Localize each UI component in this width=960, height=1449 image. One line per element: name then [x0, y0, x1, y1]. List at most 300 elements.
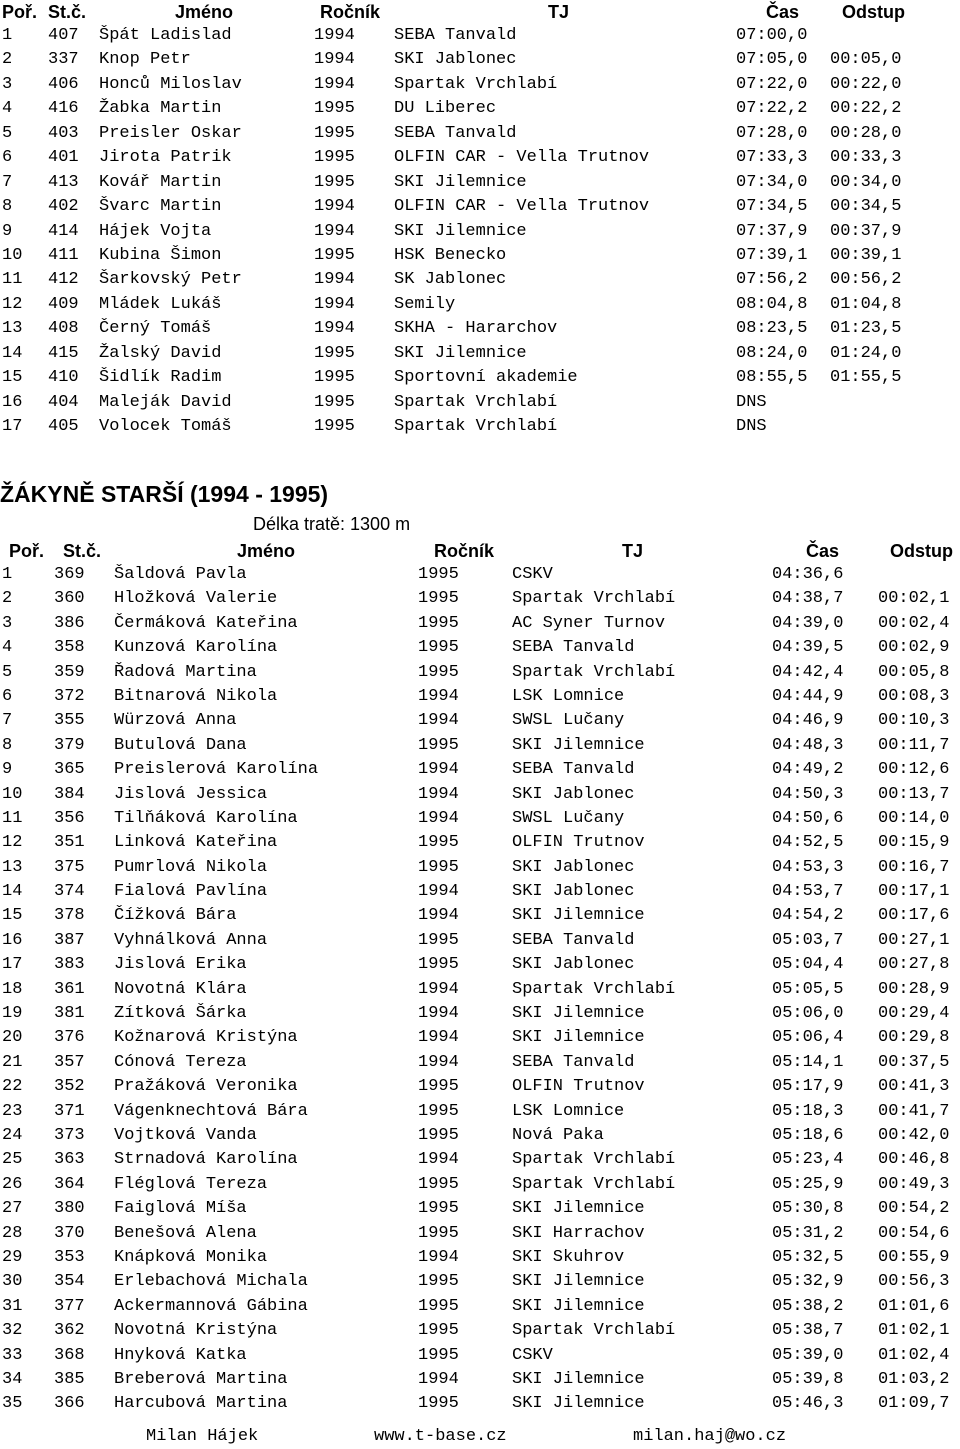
cell-time: 05:18,6 — [772, 1125, 844, 1145]
cell-bib: 375 — [54, 857, 85, 877]
header-rank: Poř. — [9, 541, 45, 561]
cell-club: OLFIN CAR - Vella Trutnov — [394, 148, 650, 168]
cell-year: 1995 — [418, 1199, 459, 1219]
table-row — [0, 1197, 960, 1221]
cell-rank: 2 — [2, 589, 13, 609]
cell-name: Šidlík Radim — [99, 368, 222, 388]
table-row — [0, 415, 960, 439]
cell-name: Kožnarová Kristýna — [114, 1028, 298, 1048]
cell-bib: 360 — [54, 589, 85, 609]
table-row — [0, 1344, 960, 1368]
cell-club: SKI Jilemnice — [512, 1199, 645, 1219]
cell-gap: 00:02,4 — [878, 613, 950, 633]
cell-club: Spartak Vrchlabí — [394, 392, 558, 412]
cell-year: 1994 — [314, 294, 355, 314]
cell-club: SKI Jilemnice — [512, 1004, 645, 1024]
table-row — [0, 1392, 960, 1416]
cell-year: 1995 — [314, 245, 355, 265]
cell-name: Řadová Martina — [114, 662, 257, 682]
table-header — [0, 0, 960, 24]
cell-gap: 00:42,0 — [878, 1125, 950, 1145]
cell-gap: 00:08,3 — [878, 686, 950, 706]
cell-time: 04:42,4 — [772, 662, 844, 682]
cell-club: HSK Benecko — [394, 245, 507, 265]
cell-club: SEBA Tanvald — [512, 1052, 635, 1072]
cell-name: Benešová Alena — [114, 1223, 257, 1243]
cell-name: Špát Ladislad — [99, 26, 232, 45]
cell-rank: 5 — [2, 123, 13, 143]
cell-bib: 406 — [48, 74, 79, 94]
header-bib: St.č. — [63, 541, 102, 561]
cell-club: OLFIN CAR - Vella Trutnov — [394, 197, 650, 217]
cell-bib: 404 — [48, 392, 79, 412]
table-row — [0, 1368, 960, 1392]
cell-rank: 34 — [2, 1369, 23, 1389]
cell-name: Vojtková Vanda — [114, 1125, 257, 1145]
cell-year: 1994 — [418, 979, 459, 999]
table-body — [0, 24, 960, 439]
cell-bib: 386 — [54, 613, 85, 633]
table-row — [0, 612, 960, 636]
cell-rank: 22 — [2, 1077, 23, 1097]
cell-time: 05:17,9 — [772, 1077, 844, 1097]
cell-bib: 376 — [54, 1028, 85, 1048]
cell-time: 05:39,0 — [772, 1345, 844, 1365]
cell-time: 05:38,7 — [772, 1321, 844, 1341]
cell-gap: 00:05,0 — [830, 50, 902, 70]
header-bib: St.č. — [48, 2, 87, 22]
cell-bib: 377 — [54, 1296, 85, 1316]
cell-name: Novotná Kristýna — [114, 1321, 278, 1341]
cell-year: 1995 — [418, 833, 459, 853]
cell-time: 04:36,6 — [772, 565, 844, 584]
cell-club: CSKV — [512, 565, 553, 584]
cell-club: Spartak Vrchlabí — [512, 662, 676, 682]
cell-bib: 415 — [48, 343, 79, 363]
table-row — [0, 195, 960, 219]
cell-time: 04:54,2 — [772, 906, 844, 926]
cell-gap: 01:23,5 — [830, 319, 902, 339]
cell-name: Bitnarová Nikola — [114, 686, 278, 706]
cell-year: 1995 — [314, 417, 355, 436]
cell-club: Spartak Vrchlabí — [394, 417, 558, 436]
table-row — [0, 122, 960, 146]
cell-gap: 00:37,5 — [878, 1052, 950, 1072]
table-row — [0, 831, 960, 855]
cell-rank: 23 — [2, 1101, 23, 1121]
cell-bib: 403 — [48, 123, 79, 143]
table-row — [0, 953, 960, 977]
cell-name: Fialová Pavlína — [114, 882, 268, 902]
cell-bib: 371 — [54, 1101, 85, 1121]
cell-name: Žabka Martin — [99, 99, 222, 119]
cell-rank: 7 — [2, 711, 13, 731]
table-row — [0, 171, 960, 195]
cell-club: Spartak Vrchlabí — [512, 1150, 676, 1170]
cell-rank: 21 — [2, 1052, 23, 1072]
cell-year: 1995 — [314, 123, 355, 143]
cell-bib: 355 — [54, 711, 85, 731]
cell-club: SKI Skuhrov — [512, 1247, 625, 1267]
cell-year: 1994 — [418, 1028, 459, 1048]
cell-name: Jislová Erika — [114, 955, 247, 975]
cell-bib: 368 — [54, 1345, 85, 1365]
cell-name: Kubina Šimon — [99, 245, 222, 265]
header-gap: Odstup — [890, 541, 953, 561]
cell-club: Sportovní akademie — [394, 368, 578, 388]
cell-club: SEBA Tanvald — [512, 638, 635, 658]
cell-rank: 27 — [2, 1199, 23, 1219]
cell-bib: 410 — [48, 368, 79, 388]
cell-rank: 1 — [2, 26, 13, 45]
cell-bib: 351 — [54, 833, 85, 853]
cell-club: Spartak Vrchlabí — [394, 74, 558, 94]
cell-gap: 00:37,9 — [830, 221, 902, 241]
cell-rank: 17 — [2, 955, 23, 975]
cell-gap: 01:02,1 — [878, 1321, 950, 1341]
cell-year: 1995 — [418, 662, 459, 682]
cell-name: Volocek Tomáš — [99, 417, 232, 436]
header-time: Čas — [806, 541, 840, 561]
cell-time: 04:39,0 — [772, 613, 844, 633]
cell-rank: 9 — [2, 760, 13, 780]
cell-year: 1994 — [418, 1004, 459, 1024]
table-row — [0, 391, 960, 415]
cell-year: 1995 — [418, 1125, 459, 1145]
table-row — [0, 758, 960, 782]
cell-gap: 00:39,1 — [830, 245, 902, 265]
cell-name: Strnadová Karolína — [114, 1150, 298, 1170]
cell-bib: 373 — [54, 1125, 85, 1145]
table-row — [0, 1222, 960, 1246]
cell-club: Spartak Vrchlabí — [512, 979, 676, 999]
cell-rank: 18 — [2, 979, 23, 999]
cell-rank: 10 — [2, 784, 23, 804]
cell-rank: 4 — [2, 638, 13, 658]
cell-gap: 00:16,7 — [878, 857, 950, 877]
cell-year: 1995 — [418, 613, 459, 633]
cell-gap: 00:10,3 — [878, 711, 950, 731]
cell-name: Honců Miloslav — [99, 74, 242, 94]
cell-gap: 00:34,5 — [830, 197, 902, 217]
cell-gap: 00:11,7 — [878, 735, 950, 755]
cell-club: SKHA - Hararchov — [394, 319, 558, 339]
cell-bib: 353 — [54, 1247, 85, 1267]
cell-name: Mládek Lukáš — [99, 294, 222, 314]
cell-rank: 13 — [2, 857, 23, 877]
cell-year: 1995 — [418, 638, 459, 658]
cell-time: 05:25,9 — [772, 1174, 844, 1194]
cell-time: 07:00,0 — [736, 26, 808, 45]
cell-year: 1995 — [418, 1321, 459, 1341]
cell-name: Hájek Vojta — [99, 221, 212, 241]
cell-name: Preislerová Karolína — [114, 760, 319, 780]
cell-bib: 364 — [54, 1174, 85, 1194]
cell-rank: 3 — [2, 74, 13, 94]
table-row — [0, 587, 960, 611]
cell-club: Semily — [394, 294, 456, 314]
table-row — [0, 880, 960, 904]
cell-time: 08:24,0 — [736, 343, 808, 363]
header-name: Jméno — [175, 2, 234, 22]
cell-bib: 409 — [48, 294, 79, 314]
cell-gap: 00:41,7 — [878, 1101, 950, 1121]
cell-gap: 00:27,8 — [878, 955, 950, 975]
header-gap: Odstup — [842, 2, 905, 22]
cell-time: 05:38,2 — [772, 1296, 844, 1316]
cell-year: 1995 — [314, 392, 355, 412]
results-table-boys — [0, 0, 960, 439]
cell-gap: 00:17,1 — [878, 882, 950, 902]
cell-rank: 3 — [2, 613, 13, 633]
table-row — [0, 636, 960, 660]
cell-rank: 24 — [2, 1125, 23, 1145]
cell-year: 1994 — [418, 1247, 459, 1267]
cell-rank: 32 — [2, 1321, 23, 1341]
cell-year: 1995 — [314, 99, 355, 119]
cell-year: 1994 — [314, 26, 355, 45]
cell-time: 05:46,3 — [772, 1394, 844, 1414]
cell-club: Spartak Vrchlabí — [512, 589, 676, 609]
table-row — [0, 1173, 960, 1197]
cell-bib: 358 — [54, 638, 85, 658]
cell-time: 07:33,3 — [736, 148, 808, 168]
cell-bib: 365 — [54, 760, 85, 780]
cell-bib: 352 — [54, 1077, 85, 1097]
cell-gap: 00:29,8 — [878, 1028, 950, 1048]
cell-gap: 00:14,0 — [878, 808, 950, 828]
cell-year: 1995 — [418, 1272, 459, 1292]
cell-rank: 33 — [2, 1345, 23, 1365]
cell-name: Tilňáková Karolína — [114, 808, 298, 828]
cell-club: SEBA Tanvald — [512, 760, 635, 780]
cell-gap: 01:03,2 — [878, 1369, 950, 1389]
cell-club: SKI Jilemnice — [394, 221, 527, 241]
cell-rank: 11 — [2, 270, 23, 290]
table-row — [0, 929, 960, 953]
cell-year: 1994 — [418, 711, 459, 731]
cell-time: 04:49,2 — [772, 760, 844, 780]
cell-name: Cónová Tereza — [114, 1052, 247, 1072]
cell-bib: 366 — [54, 1394, 85, 1414]
cell-name: Zítková Šárka — [114, 1004, 247, 1024]
cell-gap: 01:55,5 — [830, 368, 902, 388]
cell-name: Maleják David — [99, 392, 232, 412]
table-row — [0, 1270, 960, 1294]
table-row — [0, 1319, 960, 1343]
cell-name: Žalský David — [99, 343, 222, 363]
cell-year: 1995 — [418, 735, 459, 755]
cell-name: Jislová Jessica — [114, 784, 268, 804]
cell-time: 05:39,8 — [772, 1369, 844, 1389]
cell-name: Breberová Martina — [114, 1369, 288, 1389]
cell-rank: 7 — [2, 172, 13, 192]
cell-rank: 31 — [2, 1296, 23, 1316]
cell-name: Hložková Valerie — [114, 589, 278, 609]
cell-gap: 01:01,6 — [878, 1296, 950, 1316]
cell-bib: 413 — [48, 172, 79, 192]
cell-bib: 405 — [48, 417, 79, 436]
cell-gap: 00:12,6 — [878, 760, 950, 780]
cell-bib: 357 — [54, 1052, 85, 1072]
cell-club: SKI Jilemnice — [512, 1369, 645, 1389]
cell-name: Šaldová Pavla — [114, 565, 247, 584]
cell-gap: 00:28,9 — [878, 979, 950, 999]
cell-name: Harcubová Martina — [114, 1394, 288, 1414]
cell-bib: 359 — [54, 662, 85, 682]
cell-gap: 00:34,0 — [830, 172, 902, 192]
cell-rank: 14 — [2, 343, 23, 363]
table-row — [0, 1148, 960, 1172]
cell-bib: 362 — [54, 1321, 85, 1341]
cell-time: 04:53,7 — [772, 882, 844, 902]
cell-rank: 15 — [2, 906, 23, 926]
cell-name: Vágenknechtová Bára — [114, 1101, 308, 1121]
table-row — [0, 685, 960, 709]
cell-time: 07:56,2 — [736, 270, 808, 290]
cell-gap: 00:02,1 — [878, 589, 950, 609]
cell-gap: 00:54,6 — [878, 1223, 950, 1243]
cell-time: 07:22,2 — [736, 99, 808, 119]
footer-author: Milan Hájek — [146, 1427, 259, 1446]
cell-gap: 00:13,7 — [878, 784, 950, 804]
cell-club: SKI Jablonec — [394, 50, 517, 70]
cell-rank: 8 — [2, 735, 13, 755]
cell-rank: 5 — [2, 662, 13, 682]
table-row — [0, 1002, 960, 1026]
cell-year: 1995 — [418, 955, 459, 975]
cell-bib: 374 — [54, 882, 85, 902]
cell-time: DNS — [736, 392, 767, 412]
cell-name: Pumrlová Nikola — [114, 857, 268, 877]
cell-gap: 00:46,8 — [878, 1150, 950, 1170]
cell-club: CSKV — [512, 1345, 553, 1365]
cell-bib: 414 — [48, 221, 79, 241]
cell-year: 1994 — [418, 882, 459, 902]
cell-year: 1995 — [418, 565, 459, 584]
cell-bib: 412 — [48, 270, 79, 290]
cell-bib: 380 — [54, 1199, 85, 1219]
cell-name: Erlebachová Michala — [114, 1272, 308, 1292]
cell-time: 05:32,5 — [772, 1247, 844, 1267]
cell-year: 1994 — [418, 906, 459, 926]
cell-club: LSK Lomnice — [512, 686, 625, 706]
cell-bib: 370 — [54, 1223, 85, 1243]
cell-rank: 8 — [2, 197, 13, 217]
cell-gap: 00:22,0 — [830, 74, 902, 94]
cell-name: Šarkovský Petr — [99, 270, 242, 290]
cell-time: 05:06,0 — [772, 1004, 844, 1024]
cell-club: OLFIN Trutnov — [512, 833, 645, 853]
cell-name: Linková Kateřina — [114, 833, 278, 853]
cell-club: LSK Lomnice — [512, 1101, 625, 1121]
results-table-girls — [0, 539, 960, 1417]
header-club: TJ — [548, 2, 570, 22]
table-row — [0, 856, 960, 880]
table-row — [0, 709, 960, 733]
cell-name: Jirota Patrik — [99, 148, 232, 168]
cell-club: SK Jablonec — [394, 270, 507, 290]
cell-time: 04:46,9 — [772, 711, 844, 731]
cell-rank: 12 — [2, 833, 23, 853]
cell-gap: 01:24,0 — [830, 343, 902, 363]
cell-club: SKI Jablonec — [512, 857, 635, 877]
cell-gap: 00:49,3 — [878, 1174, 950, 1194]
table-row — [0, 734, 960, 758]
cell-year: 1994 — [418, 1052, 459, 1072]
cell-rank: 10 — [2, 245, 23, 265]
cell-year: 1994 — [418, 686, 459, 706]
cell-bib: 401 — [48, 148, 79, 168]
cell-name: Butulová Dana — [114, 735, 247, 755]
cell-time: DNS — [736, 417, 767, 436]
cell-time: 05:05,5 — [772, 979, 844, 999]
header-rank: Poř. — [2, 2, 38, 22]
cell-year: 1995 — [418, 1345, 459, 1365]
cell-gap: 00:17,6 — [878, 906, 950, 926]
cell-time: 05:31,2 — [772, 1223, 844, 1243]
cell-year: 1994 — [418, 784, 459, 804]
cell-bib: 363 — [54, 1150, 85, 1170]
cell-year: 1995 — [418, 1223, 459, 1243]
cell-bib: 354 — [54, 1272, 85, 1292]
cell-year: 1995 — [418, 1174, 459, 1194]
table-row — [0, 1246, 960, 1270]
cell-gap: 01:09,7 — [878, 1394, 950, 1414]
cell-gap: 00:29,4 — [878, 1004, 950, 1024]
cell-name: Knop Petr — [99, 50, 191, 70]
cell-time: 04:50,6 — [772, 808, 844, 828]
cell-time: 05:23,4 — [772, 1150, 844, 1170]
cell-time: 05:06,4 — [772, 1028, 844, 1048]
cell-year: 1994 — [418, 1150, 459, 1170]
cell-club: SEBA Tanvald — [394, 123, 517, 143]
cell-time: 07:05,0 — [736, 50, 808, 70]
cell-bib: 372 — [54, 686, 85, 706]
cell-club: Nová Paka — [512, 1125, 604, 1145]
cell-time: 04:44,9 — [772, 686, 844, 706]
cell-bib: 381 — [54, 1004, 85, 1024]
table-row — [0, 342, 960, 366]
cell-club: SKI Jilemnice — [512, 1394, 645, 1414]
cell-rank: 29 — [2, 1247, 23, 1267]
cell-bib: 356 — [54, 808, 85, 828]
table-row — [0, 1075, 960, 1099]
cell-club: SKI Jilemnice — [512, 1272, 645, 1292]
cell-bib: 384 — [54, 784, 85, 804]
footer — [0, 1427, 960, 1449]
cell-rank: 11 — [2, 808, 23, 828]
cell-gap: 00:15,9 — [878, 833, 950, 853]
cell-club: SEBA Tanvald — [394, 26, 517, 45]
cell-name: Pražáková Veronika — [114, 1077, 298, 1097]
cell-gap: 01:04,8 — [830, 294, 902, 314]
cell-rank: 2 — [2, 50, 13, 70]
table-row — [0, 244, 960, 268]
cell-time: 08:23,5 — [736, 319, 808, 339]
cell-club: SEBA Tanvald — [512, 930, 635, 950]
cell-rank: 6 — [2, 686, 13, 706]
cell-time: 08:55,5 — [736, 368, 808, 388]
cell-rank: 16 — [2, 392, 23, 412]
cell-year: 1994 — [418, 760, 459, 780]
cell-time: 07:39,1 — [736, 245, 808, 265]
cell-name: Fléglová Tereza — [114, 1174, 268, 1194]
footer-email: milan.haj@wo.cz — [633, 1427, 787, 1446]
cell-gap: 00:02,9 — [878, 638, 950, 658]
table-row — [0, 1051, 960, 1075]
cell-year: 1995 — [418, 1101, 459, 1121]
